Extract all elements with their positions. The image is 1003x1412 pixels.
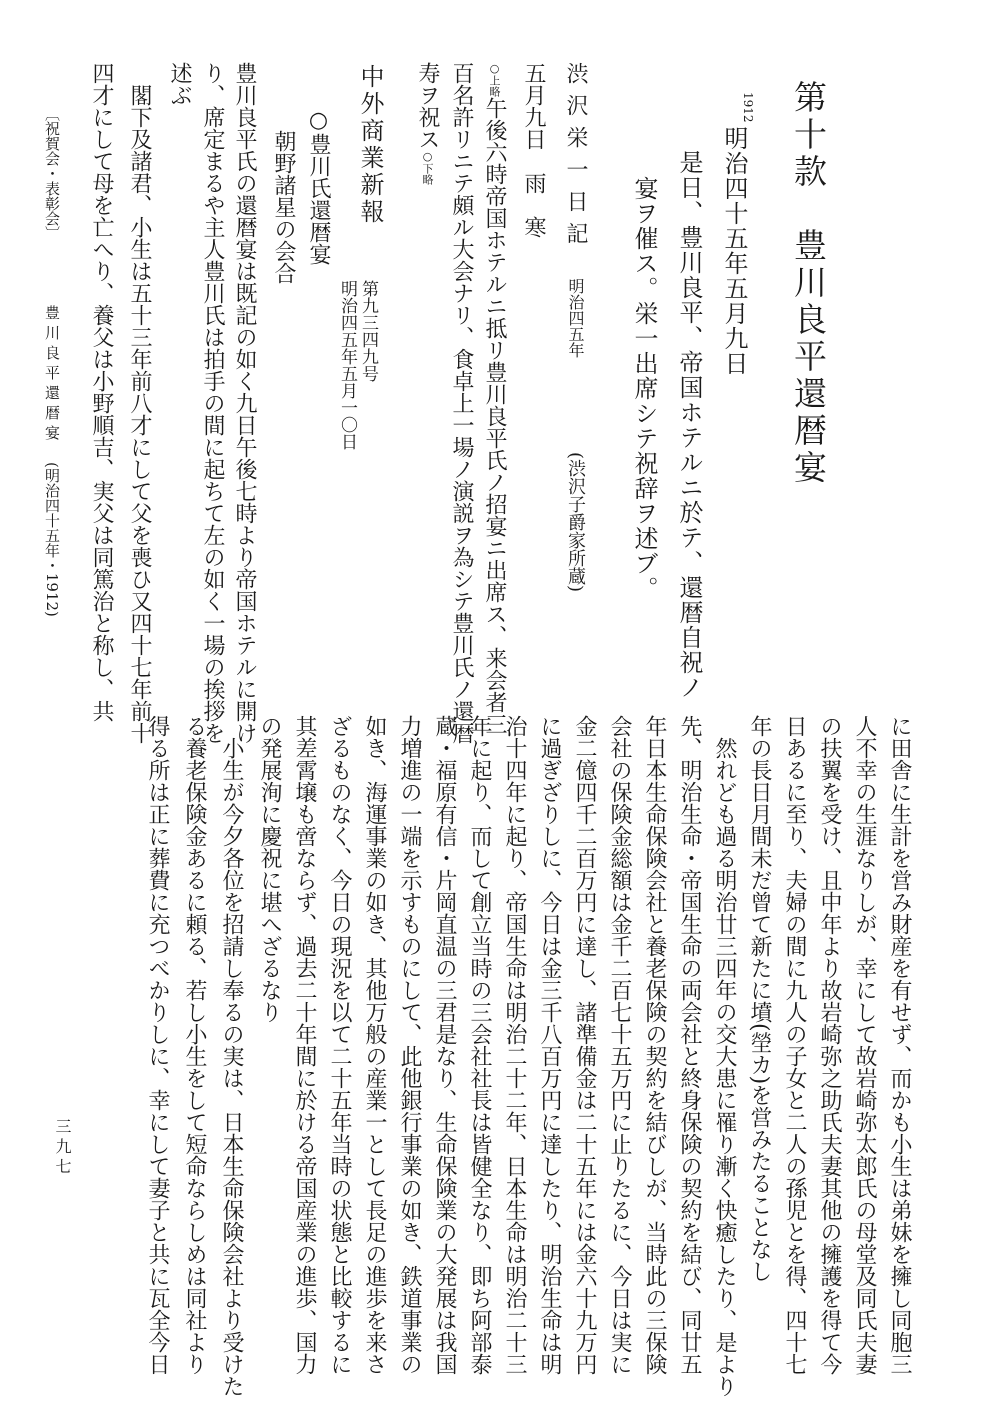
- diary-date-weather: 五月九日 雨 寒: [521, 62, 546, 238]
- lower-line-8: 年日本生命保険会社と養老保険の契約を結びしが、当時此の三保険: [642, 715, 667, 1375]
- lower-line-17: ざるものなく、今日の現況を以て二十五年当時の状態と比較するに: [327, 715, 352, 1375]
- lower-line-5: 年の長日月間未だ曾て新たに墳(塋カ)を営みたることなし: [747, 715, 772, 1283]
- section-title: 第十款 豊川良平還暦宴: [789, 80, 828, 487]
- lower-line-14: 蔵・福原有信・片岡直温の三君是なり、生命保険業の大発展は我国: [432, 715, 457, 1375]
- lower-line-3: の扶翼を受け、且中年より故岩崎弥之助氏夫妻其他の擁護を得て今: [817, 715, 842, 1375]
- lower-line-16: 如き、海運事業の如き、其他万般の産業一として長足の進歩を来さ: [362, 715, 387, 1375]
- lower-line-12: 治十四年に起り、帝国生命は明治二十二年、日本生命は明治二十三: [502, 715, 527, 1375]
- newspaper-issue-date: 明治四五年五月一〇日: [337, 280, 357, 450]
- diary-source: (渋沢子爵家所蔵): [565, 452, 586, 593]
- omission-mark: ○下略: [421, 150, 434, 185]
- lower-line-15: 力増進の一端を示すものにして、此他銀行事業の如き、鉄道事業の: [397, 715, 422, 1375]
- diary-body-1: [483, 62, 505, 735]
- running-year: (明治四十五年・1912): [43, 462, 61, 617]
- article-title: ○豊川氏還暦宴: [306, 108, 331, 265]
- diary-title: 渋沢栄一日記: [563, 62, 588, 254]
- footer-category: 〔祝賀会・表彰会〕: [43, 106, 61, 241]
- lower-line-11: に過ぎざりしに、今日は金三千八百万円に達したり、明治生命は明: [537, 715, 562, 1375]
- lower-line-13: 年に起り、而して創立当時の三会社社長は皆健全なり、即ち阿部泰: [467, 715, 492, 1375]
- omission-mark: ○上略: [488, 62, 501, 97]
- lower-line-7: 先、明治生命・帝国生命の両会社と終身保険の契約を結び、同廿五: [677, 715, 702, 1375]
- entry-summary-1: 是日、豊川良平、帝国ホテルニ於テ、還暦自祝ノ: [675, 150, 703, 700]
- lower-line-2: 人不幸の生涯なりしが、幸にして故岩崎弥太郎氏の母堂及同氏夫妻: [852, 715, 877, 1375]
- lower-line-19: の発展洵に慶祝に堪へざるなり: [257, 715, 282, 1023]
- lower-line-10: 金二億四千二百万円に達し、諸準備金は二十五年には金六十九万円: [572, 715, 597, 1375]
- newspaper-issue-no: 第九三四九号: [358, 280, 378, 382]
- entry-date: 明治四十五年五月九日: [720, 126, 748, 376]
- lower-line-6: 然れども過る明治廿三四年の交大患に罹り漸く快癒したり、是より: [712, 715, 737, 1397]
- diary-year: 明治四五年: [566, 278, 585, 358]
- diary-body-3: [416, 62, 438, 185]
- lower-line-18: 其差霄壌も啻ならず、過去二十年間に於ける帝国産業の進歩、国力: [292, 715, 317, 1375]
- running-title: 豊川良平還暦宴: [43, 305, 61, 445]
- page-number: 三九七: [53, 1118, 72, 1178]
- diary-body-line: 午後六時帝国ホテルニ抵リ豊川良平氏ノ招宴ニ出席ス、来会者三: [482, 97, 507, 735]
- lower-line-22: 得る所は正に葬費に充つべかりしに、幸にして妻子と共に瓦全今日: [145, 715, 170, 1375]
- diary-body-2: 百名許リニテ頗ル大会ナリ、食卓上一場ノ演説ヲ為シテ豊川氏ノ還暦: [449, 62, 474, 744]
- year-western: 1912: [741, 92, 755, 123]
- lower-line-4: 日あるに至り、夫婦の間に九人の子女と二人の孫児とを得、四十七: [782, 715, 807, 1375]
- article-subtitle: 朝野諸星の会合: [271, 130, 296, 284]
- lower-line-1: に田舎に生計を営み財産を有せず、而かも小生は弟妹を擁し同胞三: [887, 715, 912, 1375]
- lower-line-21: る養老保険金あるに頼る、若し小生をして短命ならしめは同社より: [182, 715, 207, 1375]
- entry-summary-2: 宴ヲ催ス。栄一出席シテ祝辞ヲ述ブ。: [630, 176, 658, 601]
- article-line-3: 述ぶ: [167, 62, 192, 106]
- diary-body-line: 寿ヲ祝ス: [415, 62, 440, 150]
- article-line-2: り、席定まるや主人豊川氏は拍手の間に起ちて左の如く一場の挨拶を: [200, 62, 225, 744]
- article-line-4: 閣下及諸君、小生は五十三年前八才にして父を喪ひ又四十七年前十: [127, 62, 152, 744]
- article-line-1: 豊川良平氏の還暦宴は既記の如く九日午後七時より帝国ホテルに開け: [232, 62, 257, 744]
- newspaper-title: 中外商業新報: [356, 64, 384, 226]
- lower-line-20: 小生が今夕各位を招請し奉るの実は、日本生命保険会社より受けた: [219, 715, 244, 1397]
- article-line-5: 四才にして母を亡へり、養父は小野順吉、実父は同篤治と称し、共: [89, 62, 114, 722]
- lower-line-9: 会社の保険金総額は金千二百七十五万円に止りたるに、今日は実に: [607, 715, 632, 1375]
